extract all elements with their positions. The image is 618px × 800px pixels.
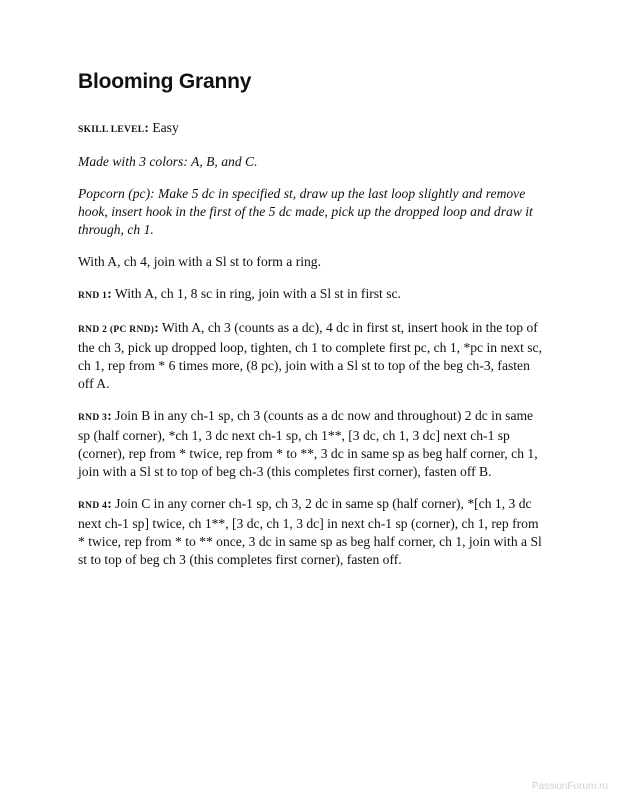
round-4: RND 4: Join C in any corner ch-1 sp, ch 3, 2 dc in same sp (half corner), *[ch 1, 3 dc next ch-1 sp] twice, ch 1**, [3 dc, ch 1, 3 dc] in next ch-1 sp (corner), ch 1, rep from * twice, rep from * to ** once, 3 dc in same sp as beg half corner, ch 1, join with a Sl st to top of beg ch 3 (this completes first corner), fasten off.: [78, 496, 542, 567]
colors-note: Made with 3 colors: A, B, and C.: [78, 154, 258, 169]
round-1: RND 1: With A, ch 1, 8 sc in ring, join with a Sl st in first sc.: [78, 286, 401, 301]
round-text: With A, ch 1, 8 sc in ring, join with a Sl st in first sc.: [114, 286, 401, 301]
round-label: RND 3: [78, 413, 108, 423]
skill-level-label: SKILL LEVEL: [78, 125, 145, 135]
round-text: Join B in any ch-1 sp, ch 3 (counts as a dc now and throughout) 2 dc in same sp (half corner), *ch 1, 3 dc next ch-1 sp, ch 1**, [3 dc, ch 1, 3 dc] next ch-1 sp (corner), rep from * twice, rep from * to **, 3 dc in same sp as beg half corner, ch 1, join with a Sl st to top of beg ch-3 (this completes first corner), fasten off B.: [78, 408, 538, 479]
page-title: Blooming Granny: [78, 70, 252, 93]
round-label: RND 4: [78, 501, 108, 511]
round-3: RND 3: Join B in any ch-1 sp, ch 3 (counts as a dc now and throughout) 2 dc in same sp (half corner), *ch 1, 3 dc next ch-1 sp, ch 1**, [3 dc, ch 1, 3 dc] next ch-1 sp (corner), rep from * twice, rep from * to **, 3 dc in same sp as beg half corner, ch 1, join with a Sl st to top of beg ch-3 (this completes first corner), fasten off B.: [78, 408, 538, 479]
skill-level: SKILL LEVEL: Easy: [78, 120, 179, 135]
round-text: With A, ch 3 (counts as a dc), 4 dc in first st, insert hook in the top of the ch 3, pick up dropped loop, tighten, ch 1 to complete first pc, ch 1, *pc in next sc, ch 1, rep from * 6 times more, (8 pc), join with a Sl st to top of the beg ch-3, fasten off A.: [78, 320, 542, 391]
round-label: RND 1: [78, 291, 108, 301]
intro-instruction: With A, ch 4, join with a Sl st to form a ring.: [78, 254, 321, 269]
pattern-body: [78, 119, 544, 583]
round-label: RND 2 (PC RND): [78, 325, 155, 335]
popcorn-definition: Popcorn (pc): Make 5 dc in specified st, draw up the last loop slightly and remove hook, insert hook in the first of the 5 dc made, pick up the dropped loop and draw it through, ch 1.: [78, 186, 533, 237]
round-2: RND 2 (PC RND): With A, ch 3 (counts as a dc), 4 dc in first st, insert hook in the top of the ch 3, pick up dropped loop, tighten, ch 1 to complete first pc, ch 1, *pc in next sc, ch 1, rep from * 6 times more, (8 pc), join with a Sl st to top of the beg ch-3, fasten off A.: [78, 320, 542, 391]
watermark: PassionForum.ru: [531, 781, 608, 792]
round-text: Join C in any corner ch-1 sp, ch 3, 2 dc in same sp (half corner), *[ch 1, 3 dc next ch-1 sp] twice, ch 1**, [3 dc, ch 1, 3 dc] in next ch-1 sp (corner), ch 1, rep from * twice, rep from * to ** once, 3 dc in same sp as beg half corner, ch 1, join with a Sl st to top of beg ch 3 (this completes first corner), fasten off.: [78, 496, 542, 567]
skill-level-value: Easy: [152, 120, 179, 135]
